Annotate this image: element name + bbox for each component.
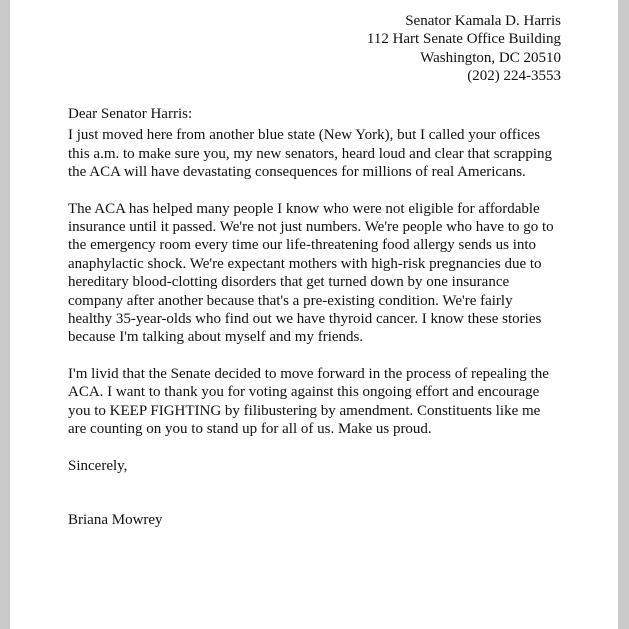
paragraph-line: you to KEEP FIGHTING by filibustering by amendment. Constituents like me: [68, 402, 541, 419]
letter-page: [10, 0, 618, 629]
address-line-name: Senator Kamala D. Harris: [405, 13, 561, 29]
closing: Sincerely,: [68, 457, 128, 474]
paragraph-3: [68, 365, 568, 439]
paragraph-line: the ACA will have devastating consequences for millions of real Americans.: [68, 164, 526, 181]
paragraph-line: hereditary blood-clotting disorders that get turned down by one insurance: [68, 274, 510, 291]
paragraph-line: insurance until it passed. We're not just numbers. We're people who have to go to: [68, 219, 554, 236]
paragraph-line: this a.m. to make sure you, my new senators, heard loud and clear that scrapping: [68, 145, 553, 162]
salutation: Dear Senator Harris:: [68, 106, 193, 122]
paragraph-line: I just moved here from another blue state (New York), but I called your offices: [68, 127, 541, 144]
paragraph-line: anaphylactic shock. We're expectant mothers with high-risk pregnancies due to: [68, 255, 542, 272]
paragraph-line: company after another because that's a pre-existing condition. We're fairly: [68, 292, 513, 309]
paragraph-line: the emergency room every time our life-threatening food allergy sends us into: [68, 237, 537, 254]
paragraph-line: I'm livid that the Senate decided to move forward in the process of repealing the: [68, 365, 549, 382]
recipient-address: [367, 12, 561, 86]
paragraph-2: [68, 200, 568, 347]
paragraph-1: [68, 126, 568, 181]
signature: Briana Mowrey: [68, 511, 163, 528]
paragraph-line: ACA. I want to thank you for voting against this ongoing effort and encourage: [68, 384, 540, 401]
paragraph-line: healthy 35-year-olds who find out we have thyroid cancer. I know these stories: [68, 311, 542, 328]
paragraph-line: are counting on you to stand up for all of us. Make us proud.: [68, 421, 432, 438]
address-line-phone: (202) 224-3553: [467, 68, 561, 85]
letter-body: [68, 105, 568, 529]
address-line-city: Washington, DC 20510: [420, 49, 561, 66]
address-line-building: 112 Hart Senate Office Building: [366, 31, 561, 48]
paragraph-line: because I'm talking about myself and my friends.: [68, 329, 364, 346]
paragraph-line: The ACA has helped many people I know who were not eligible for affordable: [68, 200, 540, 217]
